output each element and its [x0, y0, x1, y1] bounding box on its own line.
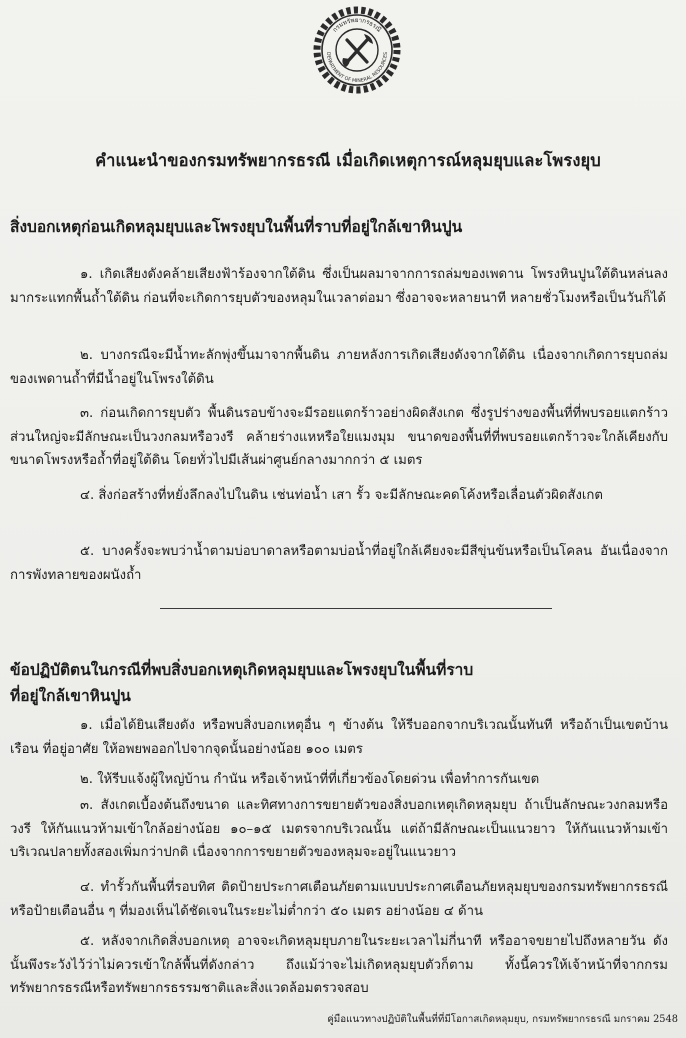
section1-item-3: ๓. ก่อนเกิดการยุบตัว พื้นดินรอบข้างจะมีรอยแตกร้าวอย่างผิดสังเกต ซึ่งรูปร่างของพื้นที่ที่พบรอยแตกร้าว ส่วนใหญ่จะมีลักษณะเป็นวงกลมหรือวงรี คล้ายร่างแหหรือใยแมงมุม ขนาดของพื้นที่ที่พบรอยแตกร้าวจะใกล้เคียงกับขนาดโพรงหรือถ้ำที่อยู่ใต้ดิน โดยทั่วไปมีเส้นผ่าศูนย์กลางมากกว่า ๕ เมตร [10, 406, 668, 468]
section2-item-2: ๒. ให้รีบแจ้งผู้ใหญ่บ้าน กำนัน หรือเจ้าหน้าที่ที่เกี่ยวข้องโดยด่วน เพื่อทำการกันเขต [80, 772, 540, 787]
seal-text-english: DEPARTMENT OF MINERAL RESOURCES [324, 51, 390, 85]
section-divider [160, 608, 552, 609]
section1-item-2: ๒. บางกรณีจะมีน้ำทะลักพุ่งขึ้นมาจากพื้นดิน ภายหลังการเกิดเสียงดังจากใต้ดิน เนื่องจากเกิดการยุบถล่มของเพดานถ้ำที่มีน้ำอยู่ในโพรงใต้ดิน [10, 348, 668, 387]
section2-item-5: ๕. หลังจากเกิดสิ่งบอกเหตุ อาจจะเกิดหลุมยุบภายในระยะเวลาไม่กี่นาที หรืออาจขยายไปถึงหลายวัน ดังนั้นพึงระวังไว้ว่าไม่ควรเข้าใกล้พื้นที่ดังกล่าว ถึงแม้ว่าจะไม่เกิดหลุมยุบตัวก็ตาม ทั้งนี้ควรให้เจ้าหน้าที่จากกรมทรัพยากรธรณีหรือทรัพยากรธรรมชาติและสิ่งแวดล้อมตรวจสอบ [10, 934, 668, 996]
section1-heading: สิ่งบอกเหตุก่อนเกิดหลุมยุบและโพรงยุบในพื้นที่ราบที่อยู่ใกล้เขาหินปูน [10, 217, 463, 236]
section2-item-1: ๑. เมื่อได้ยินเสียงดัง หรือพบสิ่งบอกเหตุอื่น ๆ ข้างต้น ให้รีบออกจากบริเวณนั้นทันที หรือถ้าเป็นเขตบ้านเรือน ที่อยู่อาศัย ให้อพยพออกไปจากจุดนั้นอย่างน้อย ๑๐๐ เมตร [10, 718, 668, 757]
section2-item-3: ๓. สังเกตเบื้องต้นถึงขนาด และทิศทางการขยายตัวของสิ่งบอกเหตุเกิดหลุมยุบ ถ้าเป็นลักษณะวงกลมหรือวงรี ให้กันแนวห้ามเข้าใกล้อย่างน้อย ๑๐–๑๕ เมตรจากบริเวณนั้น แต่ถ้ามีลักษณะเป็นแนวยาว ให้กันแนวห้ามเข้าบริเวณปลายทั้งสองเพิ่มกว่าปกติ เนื่องจากการขยายตัวของหลุมจะอยู่ในแนวยาว [10, 798, 668, 860]
section1-item-5: ๕. บางครั้งจะพบว่าน้ำตามบ่อบาดาลหรือตามบ่อน้ำที่อยู่ใกล้เคียงจะมีสีขุ่นข้นหรือเป็นโคลน อันเนื่องจากการพังทลายของผนังถ้ำ [10, 544, 668, 583]
section2-heading-line1: ข้อปฏิบัติตนในกรณีที่พบสิ่งบอกเหตุเกิดหลุมยุบและโพรงยุบในพื้นที่ราบ [10, 660, 474, 679]
section2-item-4: ๔. ทำรั้วกันพื้นที่รอบทิศ ติดป้ายประกาศเตือนภัยตามแบบประกาศเตือนภัยหลุมยุบของกรมทรัพยากรธรณี หรือป้ายเตือนอื่น ๆ ที่มองเห็นได้ชัดเจนในระยะไม่ต่ำกว่า ๕๐ เมตร อย่างน้อย ๔ ด้าน [10, 880, 668, 919]
section1-item-1: ๑. เกิดเสียงดังคล้ายเสียงฟ้าร้องจากใต้ดิน ซึ่งเป็นผลมาจากการถล่มของเพดาน โพรงหินปูนใต้ดินหล่นลงมากระแทกพื้นถ้ำใต้ดิน ก่อนที่จะเกิดการยุบตัวของหลุมในเวลาต่อมา ซึ่งอาจจะหลายนาที หลายชั่วโมงหรือเป็นวันก็ได้ [10, 267, 668, 306]
section2-heading-line2: ที่อยู่ใกล้เขาหินปูน [10, 686, 131, 705]
section1-item-4: ๔. สิ่งก่อสร้างที่หยั่งลึกลงไปในดิน เช่นท่อน้ำ เสา รั้ว จะมีลักษณะคดโค้งหรือเลื่อนตัวผิดสังเกต [80, 488, 603, 503]
seal-text-thai: กรมทรัพยากรธรณี [331, 16, 383, 34]
footer-source-note: คู่มือแนวทางปฏิบัติในพื้นที่ที่มีโอกาสเกิดหลุมยุบ, กรมทรัพยากรธรณี มกราคม 2548 [327, 1014, 678, 1025]
document-title: คำแนะนำของกรมทรัพยากรธรณี เมื่อเกิดเหตุการณ์หลุมยุบและโพรงยุบ [95, 151, 601, 170]
department-seal-icon [309, 2, 405, 98]
